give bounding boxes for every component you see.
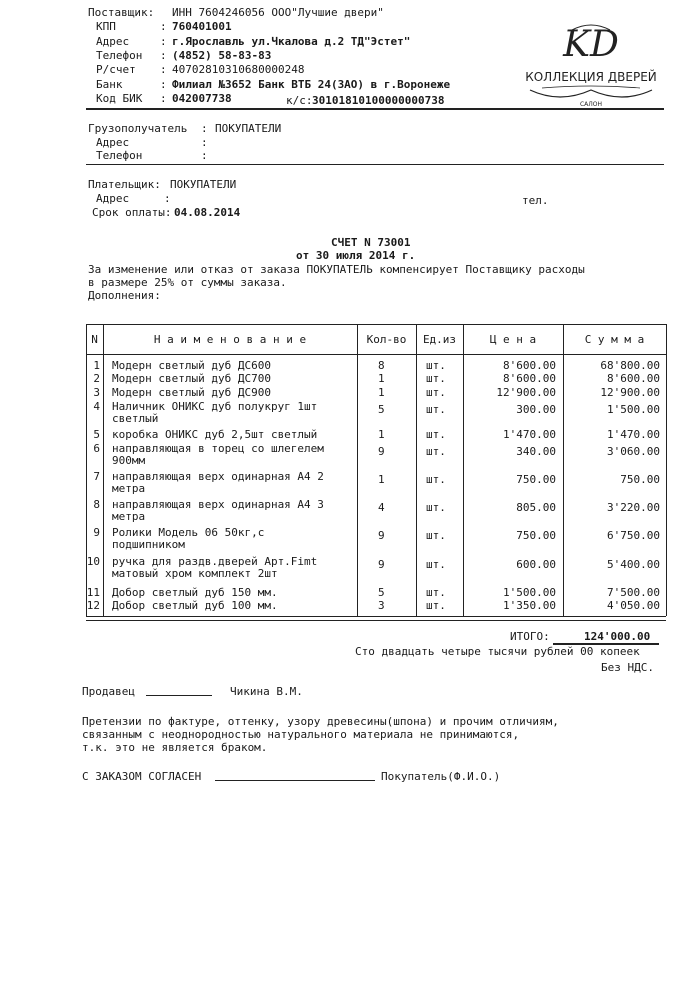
row-price: 750.00 — [516, 529, 556, 542]
payer-address-label: Адрес — [96, 192, 130, 205]
payer-value: ПОКУПАТЕЛИ — [170, 178, 237, 191]
invoice-date: от 30 июля 2014 г. — [296, 249, 416, 262]
row-sum: 3'220.00 — [607, 501, 660, 514]
payer-phone-label: тел. — [522, 194, 549, 207]
row-qty: 1 — [378, 372, 385, 385]
row-number: 2 — [93, 372, 100, 385]
agree-label: С ЗАКАЗОМ СОГЛАСЕН — [82, 770, 202, 783]
invoice-note-1: За изменение или отказ от заказа ПОКУПАТЕЛЬ компенсирует Поставщику расходы — [88, 263, 585, 276]
row-number: 9 — [93, 526, 100, 539]
row-unit: шт. — [426, 359, 446, 372]
row-unit: шт. — [426, 473, 446, 486]
row-qty: 1 — [378, 386, 385, 399]
row-name: метра — [112, 482, 146, 495]
claims-line-3: т.к. это не является браком. — [82, 741, 268, 754]
row-name: светлый — [112, 412, 159, 425]
table-header-cell: N — [91, 333, 98, 346]
row-price: 1'350.00 — [503, 599, 556, 612]
row-number: 8 — [93, 498, 100, 511]
row-price: 805.00 — [516, 501, 556, 514]
supplier-value: (4852) 58-83-83 — [172, 49, 272, 62]
row-sum: 750.00 — [620, 473, 660, 486]
row-number: 6 — [93, 442, 100, 455]
row-qty: 3 — [378, 599, 385, 612]
consignee-label: Грузополучатель — [88, 122, 188, 135]
payer-label: Плательщик: — [88, 178, 161, 191]
supplier-colon: : — [160, 92, 167, 105]
row-unit: шт. — [426, 501, 446, 514]
row-price: 1'500.00 — [503, 586, 556, 599]
table-column-divider — [103, 324, 104, 616]
row-number: 10 — [86, 555, 100, 568]
row-name: Модерн светлый дуб ДС700 — [112, 372, 271, 385]
payer-address-colon: : — [164, 192, 171, 205]
row-sum: 1'500.00 — [607, 403, 660, 416]
row-name: Наличник ОНИКС дуб полукруг 1шт — [112, 400, 318, 413]
supplier-label: Код БИК — [96, 92, 143, 105]
due-label: Срок оплаты: — [92, 206, 172, 219]
row-qty: 5 — [378, 403, 385, 416]
row-price: 300.00 — [516, 403, 556, 416]
buyer-fio-label: Покупатель(Ф.И.О.) — [381, 770, 501, 783]
row-unit: шт. — [426, 599, 446, 612]
row-unit: шт. — [426, 403, 446, 416]
table-column-divider — [666, 324, 667, 616]
logo-monogram: KD — [563, 24, 619, 65]
supplier-colon: : — [160, 63, 167, 76]
consignee-phone-label: Телефон — [96, 149, 143, 162]
table-top-border — [86, 324, 666, 325]
seller-signature-line — [146, 695, 212, 696]
row-name: матовый хром комплект 2шт — [112, 567, 278, 580]
row-price: 8'600.00 — [503, 359, 556, 372]
row-name: направляющая верх одинарная А4 3 — [112, 498, 324, 511]
row-name: Добор светлый дуб 100 мм. — [112, 599, 278, 612]
invoice-extra: Дополнения: — [88, 289, 161, 302]
supplier-colon: : — [160, 78, 167, 91]
table-header-cell: С у м м а — [584, 333, 645, 346]
seller-label: Продавец — [82, 685, 135, 698]
row-number: 1 — [93, 359, 100, 372]
consignee-divider — [86, 164, 664, 165]
row-sum: 4'050.00 — [607, 599, 660, 612]
row-number: 3 — [93, 386, 100, 399]
supplier-value: Филиал №3652 Банк ВТБ 24(ЗАО) в г.Воронеже — [172, 78, 451, 91]
row-qty: 4 — [378, 501, 385, 514]
table-header-cell: Кол-во — [366, 333, 407, 346]
table-column-divider — [357, 324, 358, 616]
row-sum: 3'060.00 — [607, 445, 660, 458]
row-unit: шт. — [426, 529, 446, 542]
row-sum: 6'750.00 — [607, 529, 660, 542]
row-sum: 5'400.00 — [607, 558, 660, 571]
row-price: 8'600.00 — [503, 372, 556, 385]
consignee-value: ПОКУПАТЕЛИ — [215, 122, 282, 135]
row-name: метра — [112, 510, 146, 523]
row-price: 750.00 — [516, 473, 556, 486]
supplier-value: г.Ярославль ул.Чкалова д.2 ТД"Эстет" — [172, 35, 411, 48]
supplier-value: 042007738 — [172, 92, 232, 105]
supplier-value: 40702810310680000248 — [172, 63, 305, 76]
row-qty: 1 — [378, 428, 385, 441]
logo-sub: САЛОН — [579, 101, 603, 108]
row-unit: шт. — [426, 586, 446, 599]
row-sum: 8'600.00 — [607, 372, 660, 385]
row-name: направляющая в торец со шлегелем — [112, 442, 324, 455]
row-name: подшипником — [112, 538, 185, 551]
table-header-border — [86, 354, 666, 355]
table-bottom-border-double — [86, 620, 666, 621]
ks-label: к/с: — [286, 94, 313, 107]
row-name: 900мм — [112, 454, 146, 467]
row-name: Добор светлый дуб 150 мм. — [112, 586, 278, 599]
row-price: 1'470.00 — [503, 428, 556, 441]
row-qty: 9 — [378, 558, 385, 571]
table-column-divider — [416, 324, 417, 616]
row-sum: 1'470.00 — [607, 428, 660, 441]
row-number: 4 — [93, 400, 100, 413]
row-name: коробка ОНИКС дуб 2,5шт светлый — [112, 428, 318, 441]
row-number: 5 — [93, 428, 100, 441]
row-unit: шт. — [426, 372, 446, 385]
row-unit: шт. — [426, 386, 446, 399]
row-sum: 12'900.00 — [600, 386, 660, 399]
row-number: 12 — [86, 599, 100, 612]
supplier-label: КПП — [96, 20, 116, 33]
supplier-label: Банк — [96, 78, 123, 91]
consignee-phone-colon: : — [201, 149, 208, 162]
row-unit: шт. — [426, 445, 446, 458]
table-header-cell: Ц е н а — [489, 333, 537, 346]
claims-line-1: Претензии по фактуре, оттенку, узору древесины(шпона) и прочим отличиям, — [82, 715, 559, 728]
company-logo — [522, 18, 660, 113]
supplier-divider — [86, 108, 664, 110]
row-sum: 68'800.00 — [600, 359, 660, 372]
seller-name: Чикина В.М. — [230, 685, 303, 698]
table-column-divider — [463, 324, 464, 616]
row-unit: шт. — [426, 428, 446, 441]
row-number: 11 — [86, 586, 100, 599]
total-label: ИТОГО: — [510, 630, 550, 643]
row-qty: 9 — [378, 445, 385, 458]
supplier-label: Телефон — [96, 49, 143, 62]
supplier-colon: : — [160, 35, 167, 48]
row-name: направляющая верх одинарная А4 2 — [112, 470, 324, 483]
row-name: Ролики Модель 06 50кг,с — [112, 526, 265, 539]
row-name: ручка для раздв.дверей Арт.Fimt — [112, 555, 318, 568]
due-value: 04.08.2014 — [174, 206, 241, 219]
row-price: 340.00 — [516, 445, 556, 458]
row-name: Модерн светлый дуб ДС600 — [112, 359, 271, 372]
supplier-label: Поставщик: — [88, 6, 155, 19]
row-qty: 5 — [378, 586, 385, 599]
vat-note: Без НДС. — [601, 661, 654, 674]
consignee-address-label: Адрес — [96, 136, 130, 149]
supplier-value: ИНН 7604246056 ООО"Лучшие двери" — [172, 6, 384, 19]
agree-signature-line — [215, 780, 375, 781]
total-value: 124'000.00 — [584, 630, 651, 643]
row-qty: 8 — [378, 359, 385, 372]
claims-line-2: связанным с неоднородностью натурального материала не принимаются, — [82, 728, 520, 741]
logo-name: КОЛЛЕКЦИЯ ДВЕРЕЙ — [525, 70, 657, 84]
row-price: 12'900.00 — [496, 386, 556, 399]
row-sum: 7'500.00 — [607, 586, 660, 599]
invoice-note-2: в размере 25% от суммы заказа. — [88, 276, 287, 289]
supplier-value: 760401001 — [172, 20, 232, 33]
row-number: 7 — [93, 470, 100, 483]
table-bottom-border — [86, 616, 666, 617]
supplier-colon: : — [160, 49, 167, 62]
ks-value: 30101810100000000738 — [312, 94, 445, 107]
row-name: Модерн светлый дуб ДС900 — [112, 386, 271, 399]
supplier-label: Р/счет — [96, 63, 136, 76]
row-unit: шт. — [426, 558, 446, 571]
supplier-label: Адрес — [96, 35, 130, 48]
table-column-divider — [563, 324, 564, 616]
total-words: Сто двадцать четыре тысячи рублей 00 копеек — [355, 645, 640, 658]
row-qty: 9 — [378, 529, 385, 542]
row-qty: 1 — [378, 473, 385, 486]
consignee-address-colon: : — [201, 136, 208, 149]
row-price: 600.00 — [516, 558, 556, 571]
table-header-cell: Н а и м е н о в а н и е — [153, 333, 307, 346]
invoice-title: СЧЕТ N 73001 — [331, 236, 411, 249]
supplier-colon: : — [160, 20, 167, 33]
table-header-cell: Ед.из — [422, 333, 457, 346]
consignee-colon: : — [201, 122, 208, 135]
